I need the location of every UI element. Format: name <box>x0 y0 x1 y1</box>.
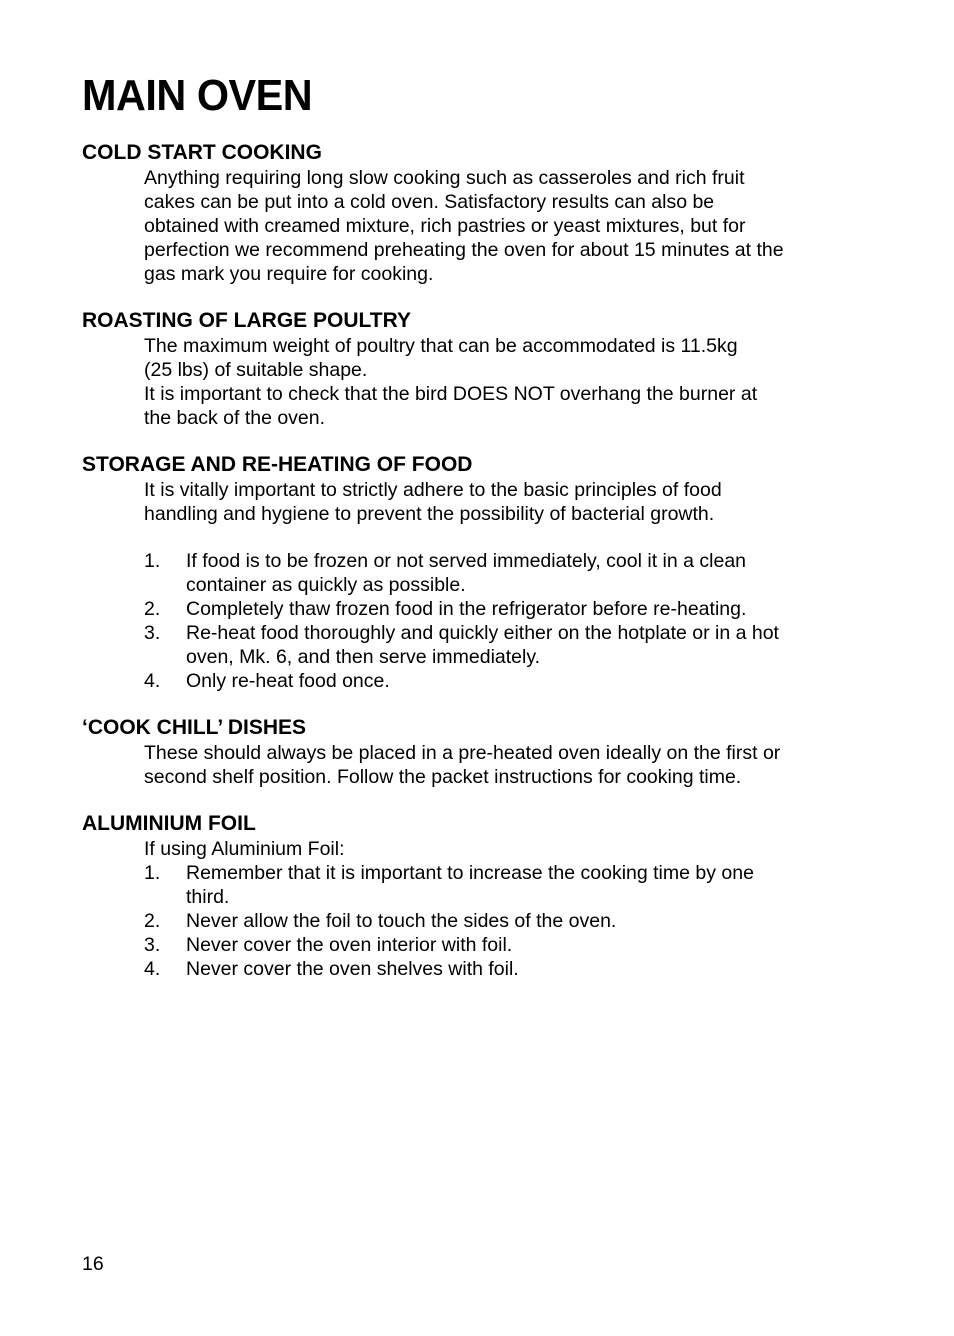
list-item-text: Never cover the oven shelves with foil. <box>186 958 519 980</box>
page-number: 16 <box>82 1253 104 1275</box>
list-item <box>144 549 874 597</box>
list-item-text: third. <box>186 886 230 908</box>
text-line: cakes can be put into a cold oven. Satisfactory results can also be <box>144 191 715 213</box>
text-line: handling and hygiene to prevent the possibility of bacterial growth. <box>144 503 715 525</box>
list-item-text: Never allow the foil to touch the sides of the oven. <box>186 910 617 932</box>
text-line: second shelf position. Follow the packet instructions for cooking time. <box>144 766 742 788</box>
roasting-poultry-text <box>144 334 874 430</box>
aluminium-foil-list <box>144 861 874 981</box>
section-heading-cook-chill: ‘COOK CHILL’ DISHES <box>82 716 307 739</box>
list-item <box>144 861 874 909</box>
list-item-text: Re-heat food thoroughly and quickly either on the hotplate or in a hot <box>186 622 779 644</box>
list-item-text: container as quickly as possible. <box>186 574 466 596</box>
cold-start-cooking-text <box>144 166 874 286</box>
section-heading-aluminium-foil: ALUMINIUM FOIL <box>82 812 256 835</box>
list-item-number: 4. <box>144 670 161 692</box>
list-item-text: Only re-heat food once. <box>186 670 390 692</box>
list-item <box>144 669 874 693</box>
list-item-text: Remember that it is important to increase the cooking time by one <box>186 862 754 884</box>
text-line: These should always be placed in a pre-heated oven ideally on the first or <box>144 742 781 764</box>
text-line: It is important to check that the bird DOES NOT overhang the burner at <box>144 383 758 405</box>
list-item-text: Completely thaw frozen food in the refrigerator before re-heating. <box>186 598 747 620</box>
text-line: gas mark you require for cooking. <box>144 263 434 285</box>
list-item <box>144 621 874 669</box>
aluminium-foil-text <box>144 837 874 861</box>
page-title: MAIN OVEN <box>82 71 313 120</box>
storage-reheating-text <box>144 478 874 526</box>
text-line: If using Aluminium Foil: <box>144 838 345 860</box>
text-line: The maximum weight of poultry that can be accommodated is 11.5kg <box>144 335 738 357</box>
list-item-number: 1. <box>144 862 161 884</box>
list-item-number: 3. <box>144 934 161 956</box>
text-line: perfection we recommend preheating the oven for about 15 minutes at the <box>144 239 784 261</box>
list-item <box>144 597 874 621</box>
list-item <box>144 933 874 957</box>
text-line: (25 lbs) of suitable shape. <box>144 359 368 381</box>
cook-chill-text <box>144 741 874 789</box>
section-heading-roasting-poultry: ROASTING OF LARGE POULTRY <box>82 309 411 332</box>
text-line: It is vitally important to strictly adhere to the basic principles of food <box>144 479 722 501</box>
list-item <box>144 909 874 933</box>
text-line: Anything requiring long slow cooking such as casseroles and rich fruit <box>144 167 745 189</box>
list-item-number: 4. <box>144 958 161 980</box>
list-item-number: 2. <box>144 910 161 932</box>
list-item <box>144 957 874 981</box>
list-item-text: oven, Mk. 6, and then serve immediately. <box>186 646 541 668</box>
storage-reheating-list <box>144 549 874 693</box>
section-heading-storage-reheating: STORAGE AND RE-HEATING OF FOOD <box>82 453 473 476</box>
list-item-number: 1. <box>144 550 161 572</box>
list-item-number: 3. <box>144 622 161 644</box>
list-item-text: Never cover the oven interior with foil. <box>186 934 513 956</box>
text-line: the back of the oven. <box>144 407 326 429</box>
list-item-text: If food is to be frozen or not served immediately, cool it in a clean <box>186 550 747 572</box>
section-heading-cold-start-cooking: COLD START COOKING <box>82 141 322 164</box>
list-item-number: 2. <box>144 598 161 620</box>
text-line: obtained with creamed mixture, rich pastries or yeast mixtures, but for <box>144 215 746 237</box>
